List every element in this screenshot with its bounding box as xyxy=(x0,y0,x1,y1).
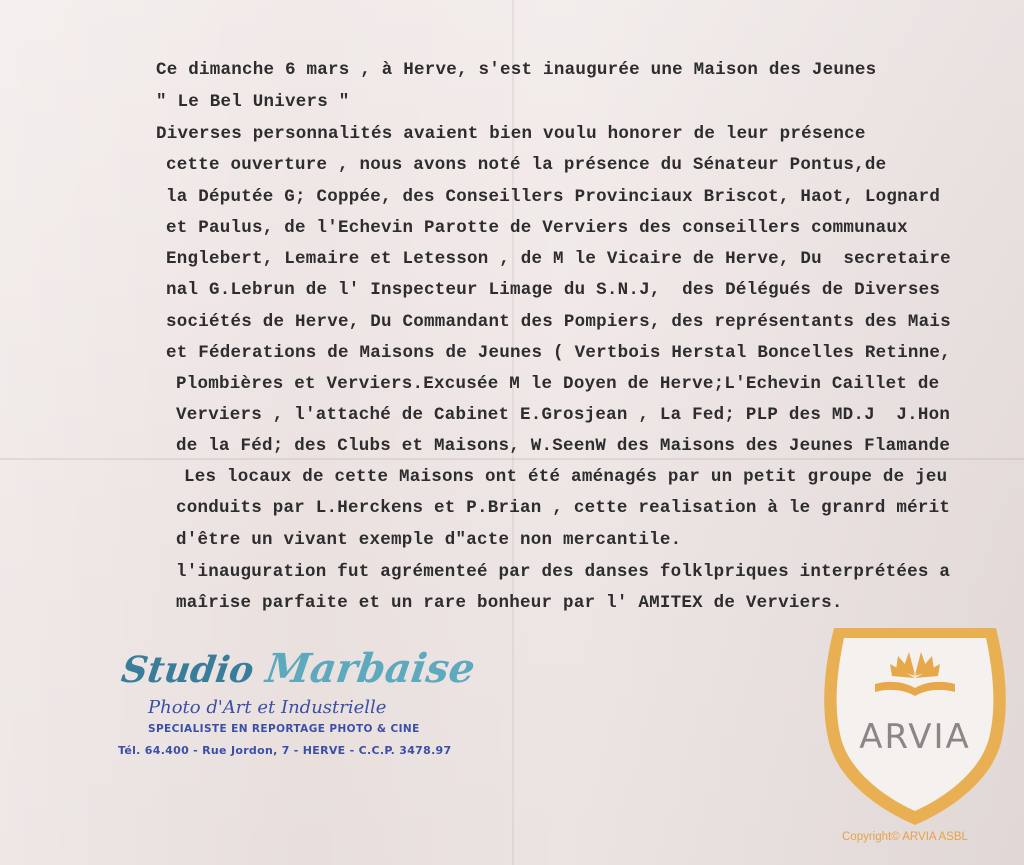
studio-stamp xyxy=(118,645,478,775)
letter-line: cette ouverture , nous avons noté la présence du Sénateur Pontus,de xyxy=(166,155,887,175)
letter-line: Ce dimanche 6 mars , à Herve, s'est inaugurée une Maison des Jeunes xyxy=(156,60,877,80)
letter-line: et Paulus, de l'Echevin Parotte de Verviers des conseillers communaux xyxy=(166,218,908,238)
letter-line: Plombières et Verviers.Excusée M le Doyen de Herve;L'Echevin Caillet de xyxy=(176,374,940,394)
letter-line: l'inauguration fut agrémenteé par des danses folklpriques interprétées a xyxy=(176,562,951,582)
letter-line: nal G.Lebrun de l' Inspecteur Limage du S.N.J, des Délégués de Diverses xyxy=(166,280,941,300)
letter-line: Diverses personnalités avaient bien voulu honorer de leur présence xyxy=(156,124,866,144)
stamp-subtitle: Photo d'Art et Industrielle xyxy=(148,697,387,718)
letter-line: Englebert, Lemaire et Letesson , de M le Vicaire de Herve, Du secretaire xyxy=(166,249,951,269)
letter-line: la Députée G; Coppée, des Conseillers Provinciaux Briscot, Haot, Lognard xyxy=(166,187,941,207)
letter-line: maîrise parfaite et un rare bonheur par l' AMITEX de Verviers. xyxy=(176,593,843,613)
stamp-brand xyxy=(119,645,478,692)
logo-text: ARVIA xyxy=(859,717,971,757)
letter-line: sociétés de Herve, Du Commandant des Pompiers, des représentants des Mais xyxy=(166,312,951,332)
letter-line: " Le Bel Univers " xyxy=(156,92,350,112)
stamp-specialty: SPECIALISTE EN REPORTAGE PHOTO & CINE xyxy=(148,723,420,735)
letter-line: et Féderations de Maisons de Jeunes ( Vertbois Herstal Boncelles Retinne, xyxy=(166,343,951,363)
letter-line: Les locaux de cette Maisons ont été aménagés par un petit groupe de jeu xyxy=(184,467,948,487)
letter-line: Verviers , l'attaché de Cabinet E.Grosjean , La Fed; PLP des MD.J J.Hon xyxy=(176,405,951,425)
arvia-shield-logo xyxy=(820,620,1010,830)
letter-line: d'être un vivant exemple d"acte non mercantile. xyxy=(176,530,682,550)
copyright-notice: Copyright© ARVIA ASBL xyxy=(842,831,968,843)
stamp-address: Tél. 64.400 - Rue Jordon, 7 - HERVE - C.C.P. 3478.97 xyxy=(118,744,452,757)
letter-line: conduits par L.Herckens et P.Brian , cette realisation à le granrd mérit xyxy=(176,498,951,518)
letter-line: de la Féd; des Clubs et Maisons, W.SeenW des Maisons des Jeunes Flamande xyxy=(176,436,951,456)
stamp-brand-second: Marbaise xyxy=(262,645,478,692)
stamp-brand-first: Studio xyxy=(118,649,257,691)
